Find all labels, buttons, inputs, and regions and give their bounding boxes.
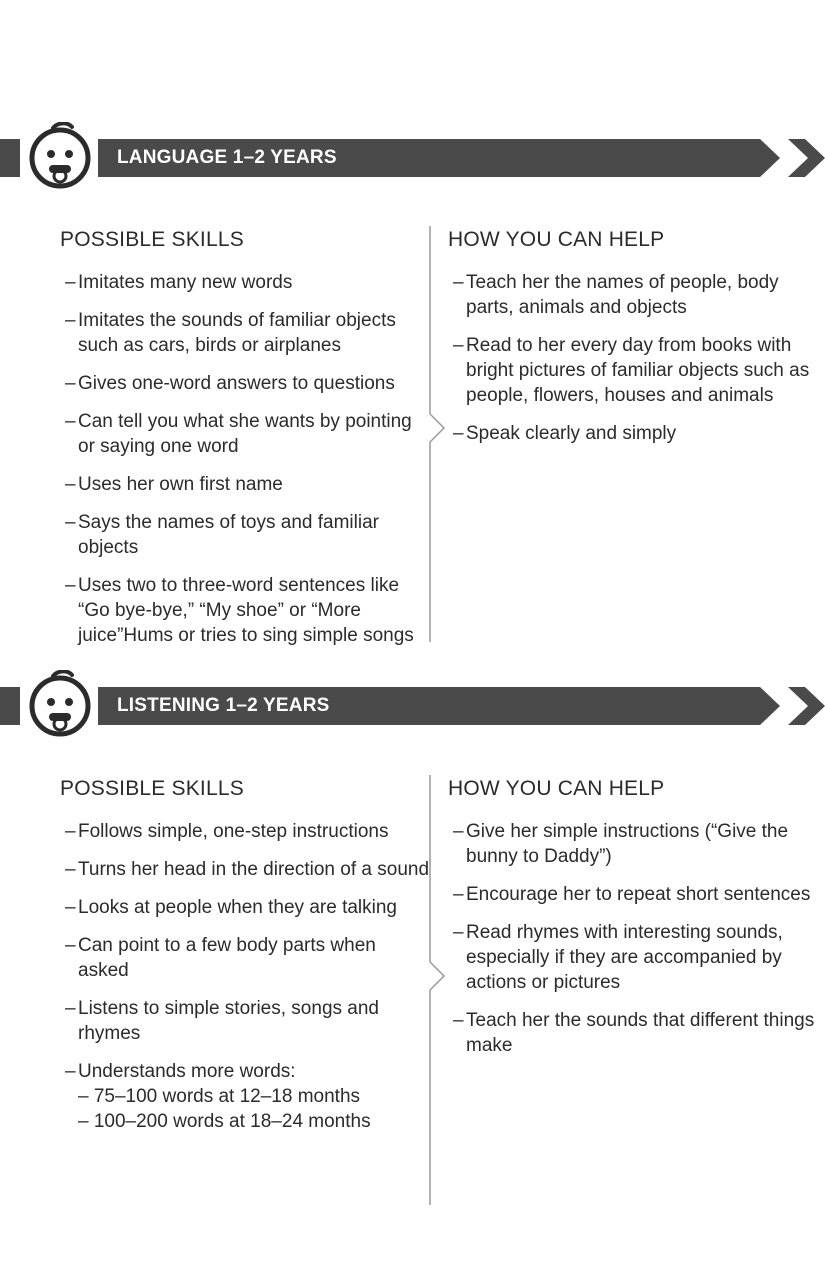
list-item: – Imitates many new words — [65, 272, 293, 293]
sub-item: – 100–200 words at 18–24 months — [78, 1111, 371, 1132]
section-banner-listening — [0, 677, 825, 737]
list-item: – Teach her the names of people, body parts, animals and objects — [453, 272, 779, 318]
possible-skills-column — [60, 228, 430, 661]
column-heading: POSSIBLE SKILLS — [60, 777, 244, 800]
column-heading: HOW YOU CAN HELP — [448, 228, 665, 251]
list-item: – Understands more words: – 75–100 words at 12–18 months – 100–200 words at 18–24 months — [60, 1059, 430, 1134]
list-item: – Can point to a few body parts when asked — [65, 935, 376, 981]
column-heading: POSSIBLE SKILLS — [60, 228, 244, 251]
list-item: – Gives one-word answers to questions — [65, 373, 395, 394]
skills-list — [60, 819, 430, 1134]
how-you-can-help-column — [448, 228, 818, 459]
baby-face-icon — [20, 670, 98, 738]
section-title: LANGUAGE 1–2 YEARS — [117, 147, 337, 168]
list-item: – Imitates the sounds of familiar objects such as cars, birds or airplanes — [65, 310, 396, 356]
chevron-right-icon — [788, 139, 825, 177]
possible-skills-column — [60, 777, 430, 1147]
section-title: LISTENING 1–2 YEARS — [117, 695, 330, 716]
list-item: – Read to her every day from books with bright pictures of familiar objects such as people, flowers, houses and animals — [453, 335, 810, 406]
list-item: – Says the names of toys and familiar objects — [65, 512, 379, 558]
section-banner-language — [0, 129, 825, 189]
list-item: – Follows simple, one-step instructions — [65, 821, 389, 842]
help-list — [448, 270, 818, 446]
baby-face-icon — [20, 122, 98, 190]
list-item: – Looks at people when they are talking — [65, 897, 397, 918]
column-divider — [424, 775, 448, 1205]
sub-item: – 75–100 words at 12–18 months — [78, 1086, 361, 1107]
list-item: – Uses her own first name — [65, 474, 283, 495]
list-item: – Read rhymes with interesting sounds, especially if they are accompanied by actions or pictures — [453, 922, 783, 993]
list-item: – Listens to simple stories, songs and rhymes — [65, 998, 379, 1044]
column-divider — [424, 226, 448, 642]
column-heading: HOW YOU CAN HELP — [448, 777, 665, 800]
list-item: – Teach her the sounds that different things make — [453, 1010, 815, 1056]
chevron-right-icon — [788, 687, 825, 725]
list-item: – Uses two to three-word sentences like “Go bye-bye,” “My shoe” or “More juice”Hums or tries to sing simple songs — [65, 575, 414, 646]
how-you-can-help-column — [448, 777, 818, 1071]
skills-list — [60, 270, 430, 648]
list-item: – Give her simple instructions (“Give the bunny to Daddy”) — [453, 821, 789, 867]
list-item: – Encourage her to repeat short sentences — [453, 884, 811, 905]
help-list — [448, 819, 818, 1058]
list-item: – Can tell you what she wants by pointing or saying one word — [65, 411, 412, 457]
list-item: – Speak clearly and simply — [453, 423, 677, 444]
list-item: – Turns her head in the direction of a sound — [65, 859, 430, 880]
